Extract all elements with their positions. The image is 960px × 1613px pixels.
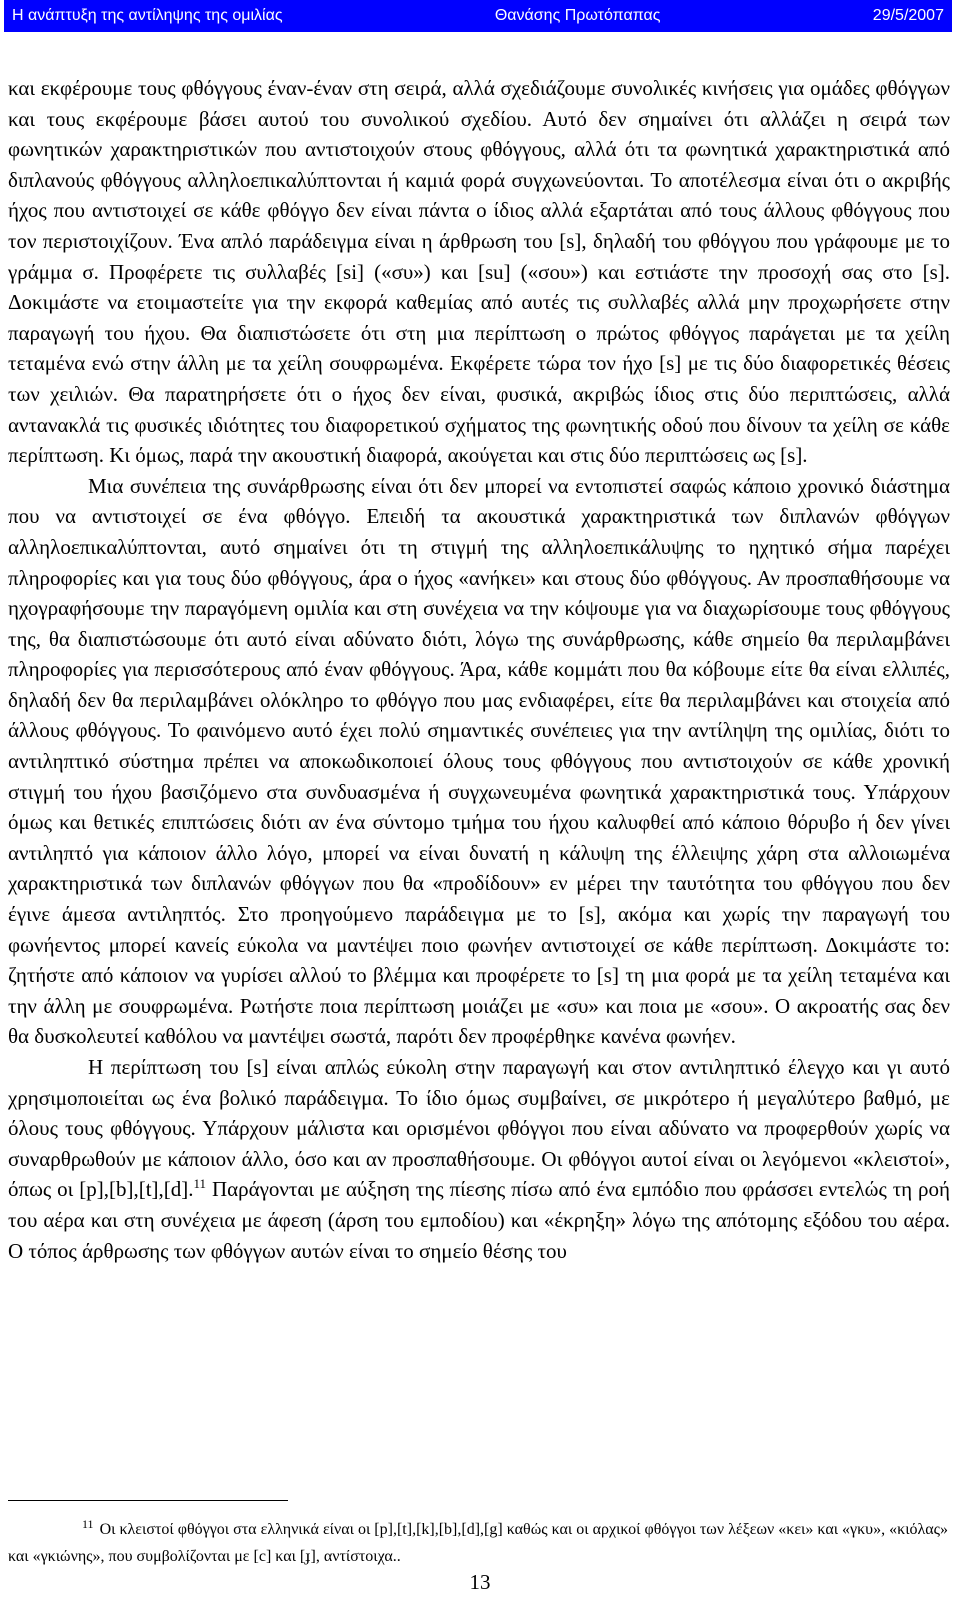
footnote [8,1516,948,1570]
paragraph-3-rest: Παράγονται με αύξηση της πίεσης πίσω από ένα εμπόδιο που φράσσει εντελώς τη ροή του αέρα και στη συνέχεια με άφεση (άρση του εμποδίου) και «έκρηξη» λόγω της απότομης εξόδου του αέρα. Ο τόπος άρθρωσης των φθόγγων αυτών είναι το σημείο θέσης του [8,1177,951,1263]
header-title: Η ανάπτυξη της αντίληψης της ομιλίας [12,7,283,24]
footnote-separator [8,1500,288,1501]
paragraph-2: Μια συνέπεια της συνάρθρωσης είναι ότι δεν μπορεί να εντοπιστεί σαφώς κάποιο χρονικό διάστημα που να αντιστοιχεί σε ένα φθόγγο. Επειδή τα ακουστικά χαρακτηριστικά των διπλανών φθόγγων αλληλοεπικαλύπτονται, αυτό σημαίνει ότι τη στιγμή της αλληλοεπικάλυψης το ηχητικό σήμα παρέχει πληροφορίες και για τους δύο φθόγγους, άρα ο ήχος «ανήκει» και στους δύο φθόγγους. Αν προσπαθήσουμε να ηχογραφήσουμε την παραγόμενη ομιλία και στη συνέχεια να την κόψουμε για να διαχωρίσουμε τους φθόγγους της, θα διαπιστώσουμε ότι αυτό είναι αδύνατο διότι, λόγω της συνάρθρωσης, κάθε σημείο θα περιλαμβάνει πληροφορίες για περισσότερους από έναν φθόγγους. Άρα, κάθε κομμάτι που θα κόβουμε είτε θα είναι ελλιπές, δηλαδή δεν θα περιλαμβάνει ολόκληρο το φθόγγο που μας ενδιαφέρει, είτε θα περιλαμβάνει και στοιχεία από άλλους φθόγγους. Το φαινόμενο αυτό έχει πολύ σημαντικές συνέπειες για την αντίληψη της ομιλίας, διότι το αντιληπτικό σύστημα πρέπει να αποκωδικοποιεί όλους τους φθόγγους που αντιστοιχούν σε κάθε χρονική στιγμή του ήχου βασιζόμενο στα συνδυασμένα ή συγχωνευμένα φωνητικά χαρακτηριστικά τους. Υπάρχουν όμως και θετικές επιπτώσεις διότι αν ένα σύντομο τμήμα του ήχου καλυφθεί από κάποιο θόρυβο ή δεν γίνει αντιληπτό για κάποιον άλλο λόγο, μπορεί να είναι δυνατή η κάλυψη της έλλειψης χάρη στα αλλοιωμένα χαρακτηριστικά των διπλανών φθόγγων που θα «προδίδουν» εν μέρει την ταυτότητα του φθόγγου που δεν έγινε άμεσα αντιληπτός. Στο προηγούμενο παράδειγμα με το [s], ακόμα και χωρίς την παραγωγή του φωνήεντος μπορεί κανείς εύκολα να μαντέψει ποιο φωνήεν αντιστοιχεί σε κάθε περίπτωση. Δοκιμάστε το: ζητήστε από κάποιον να γυρίσει αλλού το βλέμμα και προφέρετε το [s] τη μια φορά με τα χείλη τεταμένα και την άλλη με σουφρωμένα. Ρωτήστε ποια περίπτωση μοιάζει με «συ» και ποια με «σου». Ο ακροατής σας δεν θα δυσκολευτεί καθόλου να μαντέψει σωστά, παρότι δεν προφέρθηκε κανένα φωνήεν. [8,473,950,1049]
header-author: Θανάσης Πρωτόπαπας [494,7,661,24]
body-text [8,73,950,1266]
footnote-number: 11 [82,1516,94,1531]
footnote-text: Οι κλειστοί φθόγγοι στα ελληνικά είναι οι [p],[t],[k],[b],[d],[g] καθώς και οι αρχικοί φθόγγοι των λέξεων «κει» και «γκυ», «κιόλας» και «γκιώνης», που συμβολίζονται με [c] και [ɟ], αντίστοιχα.. [8,1521,948,1565]
paragraph-1: και εκφέρουμε τους φθόγγους έναν-έναν στη σειρά, αλλά σχεδιάζουμε συνολικές κινήσεις για ομάδες φθόγγων και τους εκφέρουμε βάσει αυτού του συνολικού σχεδίου. Αυτό δεν σημαίνει ότι αλλάζει η σειρά των φωνητικών χαρακτηριστικών που αντιστοιχούν στους φθόγγους, αλλά ότι τα φωνητικά χαρακτηριστικά από διπλανούς φθόγγους αλληλοεπικαλύπτονται ή καμιά φορά συγχωνεύονται. Το αποτέλεσμα είναι ότι ο ακριβής ήχος που αντιστοιχεί σε κάθε φθόγγο δεν είναι πάντα ο ίδιος αλλά εξαρτάται από τους άλλους φθόγγους που τον περιστοιχίζουν. Ένα απλό παράδειγμα είναι η άρθρωση του [s], δηλαδή του φθόγγου που γράφουμε με το γράμμα σ. Προφέρετε τις συλλαβές [si] («συ») και [su] («σου») και εστιάστε την προσοχή σας στο [s]. Δοκιμάστε να ετοιμαστείτε για την εκφορά καθεμίας από αυτές τις συλλαβές αλλά μην προχωρήσετε στην παραγωγή του ήχου. Θα διαπιστώσετε ότι στη μια περίπτωση ο πρώτος φθόγγος παράγεται με τα χείλη τεταμένα ενώ στην άλλη με τα χείλη σουφρωμένα. Εκφέρετε τώρα τον ήχο [s] με τις δύο διαφορετικές θέσεις των χειλιών. Θα παρατηρήσετε ότι ο ήχος δεν είναι, φυσικά, ακριβώς ίδιος στις δύο περιπτώσεις, αλλά αντανακλά τις φυσικές ιδιότητες του διαφορετικού σχήματος της φωνητικής οδού που δίνουν τα χείλη σε κάθε περίπτωση. Κι όμως, παρά την ακουστική διαφορά, ακούγεται και στις δύο περιπτώσεις ως [s]. [8,76,950,468]
paragraph-3-main: Η περίπτωση του [s] είναι απλώς εύκολη στην παραγωγή και στον αντιληπτικό έλεγχο και γι αυτό χρησιμοποιείται ως ένα βολικό παράδειγμα. Το ίδιο όμως συμβαίνει, σε μικρότερο ή μεγαλύτερο βαθμό, με όλους τους φθόγγους. Υπάρχουν μάλιστα και ορισμένοι φθόγγοι που είναι αδύνατο να προφερθούν χωρίς να συναρθρωθούν με κάποιον άλλο, όσο και αν προσπαθήσουμε. Οι φθόγγοι αυτοί είναι οι λεγόμενοι «κλειστοί», όπως οι [p],[b],[t],[d]. [8,1055,950,1202]
paragraph-3 [8,1052,950,1266]
page-number: 13 [469,1570,491,1594]
footnote-reference[interactable]: 11 [193,1176,207,1192]
header-date: 29/5/2007 [872,7,944,24]
running-header [4,0,952,32]
